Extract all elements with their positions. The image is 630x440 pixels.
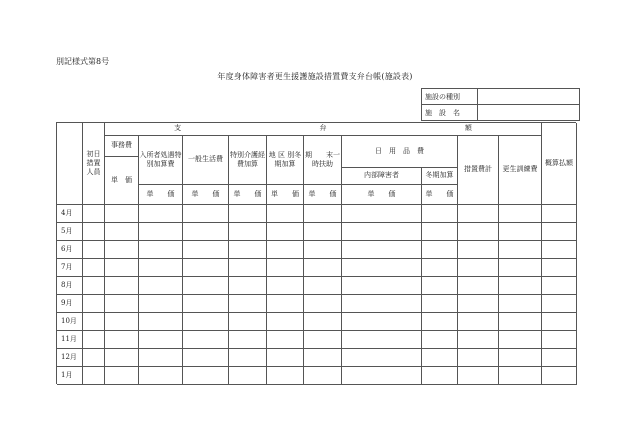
ledger-cell[interactable] xyxy=(83,349,105,367)
ledger-cell[interactable] xyxy=(342,277,422,295)
ledger-cell[interactable] xyxy=(542,331,577,349)
blank-corner-cell xyxy=(57,123,83,205)
ledger-cell[interactable] xyxy=(105,349,139,367)
ledger-cell[interactable] xyxy=(83,277,105,295)
month-label: 10月 xyxy=(57,313,83,331)
ledger-cell[interactable] xyxy=(267,259,304,277)
ledger-cell[interactable] xyxy=(304,349,342,367)
form-number: 別記様式第8号 xyxy=(56,57,110,66)
ledger-cell[interactable] xyxy=(229,331,267,349)
ledger-cell[interactable] xyxy=(267,223,304,241)
ledger-cell[interactable] xyxy=(183,313,229,331)
month-label: 5月 xyxy=(57,223,83,241)
ledger-cell[interactable] xyxy=(542,367,577,385)
ledger-cell[interactable] xyxy=(304,241,342,259)
ledger-cell[interactable] xyxy=(229,241,267,259)
ledger-cell[interactable] xyxy=(542,241,577,259)
ledger-cell[interactable] xyxy=(542,259,577,277)
ledger-cell[interactable] xyxy=(499,349,542,367)
ledger-cell[interactable] xyxy=(105,367,139,385)
ledger-cell[interactable] xyxy=(183,331,229,349)
facility-type-field[interactable] xyxy=(478,89,580,105)
ledger-cell[interactable] xyxy=(458,349,499,367)
ledger-cell[interactable] xyxy=(105,241,139,259)
ledger-cell[interactable] xyxy=(542,313,577,331)
ledger-cell[interactable] xyxy=(542,205,577,223)
ledger-cell[interactable] xyxy=(105,205,139,223)
ledger-cell[interactable] xyxy=(139,223,183,241)
ledger-cell[interactable] xyxy=(139,331,183,349)
ledger-cell[interactable] xyxy=(422,205,458,223)
facility-name-label: 施 設 名 xyxy=(422,105,478,121)
ledger-cell[interactable] xyxy=(458,331,499,349)
ledger-cell[interactable] xyxy=(267,241,304,259)
ledger-cell[interactable] xyxy=(139,313,183,331)
initial-personnel-header: 初日措置人員 xyxy=(83,123,105,205)
ledger-cell[interactable] xyxy=(499,295,542,313)
ledger-cell[interactable] xyxy=(458,259,499,277)
ledger-cell[interactable] xyxy=(229,367,267,385)
ledger-cell[interactable] xyxy=(139,241,183,259)
estimated-payment-header: 概算払額 xyxy=(542,123,577,205)
unit-price-col11: 単 価 xyxy=(422,185,458,205)
document-title: 年度身体障害者更生援護施設措置費支弁台帳(施設表) xyxy=(217,72,413,81)
ledger-cell[interactable] xyxy=(139,349,183,367)
ledger-cell[interactable] xyxy=(83,295,105,313)
facility-type-label: 施設の種別 xyxy=(422,89,478,105)
ledger-cell[interactable] xyxy=(267,331,304,349)
unit-price-col6: 単 価 xyxy=(229,185,267,205)
ledger-cell[interactable] xyxy=(342,241,422,259)
nyushosha-header: 入所者処遇特別加算費 xyxy=(139,136,183,185)
jimuhi-header: 事務費 xyxy=(105,136,139,157)
ledger-cell[interactable] xyxy=(139,205,183,223)
ledger-cell[interactable] xyxy=(304,277,342,295)
ledger-cell[interactable] xyxy=(267,349,304,367)
ledger-cell[interactable] xyxy=(139,367,183,385)
ledger-cell[interactable] xyxy=(458,205,499,223)
ledger-cell[interactable] xyxy=(458,223,499,241)
ledger-cell[interactable] xyxy=(183,277,229,295)
ledger-cell[interactable] xyxy=(342,223,422,241)
chiku-betsu-header: 地 区 別冬期加算 xyxy=(267,136,304,185)
ledger-cell[interactable] xyxy=(183,223,229,241)
ledger-cell[interactable] xyxy=(458,295,499,313)
jimuhi-unit-price: 単 価 xyxy=(105,157,139,205)
ledger-cell[interactable] xyxy=(499,241,542,259)
unit-price-col7: 単 価 xyxy=(267,185,304,205)
ledger-cell[interactable] xyxy=(499,331,542,349)
ledger-cell[interactable] xyxy=(83,205,105,223)
ledger-cell[interactable] xyxy=(229,295,267,313)
sochihi-kei-header: 措置費計 xyxy=(458,136,499,205)
ledger-cell[interactable] xyxy=(542,295,577,313)
ledger-cell[interactable] xyxy=(183,367,229,385)
ledger-cell[interactable] xyxy=(183,295,229,313)
ledger-cell[interactable] xyxy=(267,313,304,331)
ledger-cell[interactable] xyxy=(105,295,139,313)
ledger-cell[interactable] xyxy=(422,367,458,385)
ledger-grid xyxy=(56,122,576,384)
ledger-cell[interactable] xyxy=(342,349,422,367)
ledger-cell[interactable] xyxy=(422,241,458,259)
ledger-cell[interactable] xyxy=(83,223,105,241)
ledger-cell[interactable] xyxy=(183,241,229,259)
ledger-cell[interactable] xyxy=(342,367,422,385)
ledger-cell[interactable] xyxy=(499,205,542,223)
payment-amount-header: 支 弁 額 xyxy=(105,123,542,136)
ledger-cell[interactable] xyxy=(229,277,267,295)
ledger-cell[interactable] xyxy=(105,259,139,277)
ledger-cell[interactable] xyxy=(139,259,183,277)
month-label: 6月 xyxy=(57,241,83,259)
ledger-cell[interactable] xyxy=(304,205,342,223)
ledger-cell[interactable] xyxy=(342,313,422,331)
unit-price-col8: 単 価 xyxy=(304,185,342,205)
ledger-cell[interactable] xyxy=(105,331,139,349)
ledger-cell[interactable] xyxy=(83,367,105,385)
ledger-cell[interactable] xyxy=(422,313,458,331)
unit-price-col4: 単 価 xyxy=(139,185,183,205)
ledger-cell[interactable] xyxy=(499,367,542,385)
ledger-cell[interactable] xyxy=(422,295,458,313)
ledger-cell[interactable] xyxy=(422,277,458,295)
ledger-cell[interactable] xyxy=(342,295,422,313)
ledger-cell[interactable] xyxy=(422,259,458,277)
ledger-cell[interactable] xyxy=(229,223,267,241)
ledger-cell[interactable] xyxy=(83,259,105,277)
month-label: 12月 xyxy=(57,349,83,367)
ledger-cell[interactable] xyxy=(422,223,458,241)
ledger-cell[interactable] xyxy=(542,277,577,295)
kimatsu-header: 期 末一時扶助 xyxy=(304,136,342,185)
ledger-cell[interactable] xyxy=(422,349,458,367)
ledger-cell[interactable] xyxy=(542,349,577,367)
ledger-cell[interactable] xyxy=(229,313,267,331)
unit-price-col9: 単 価 xyxy=(342,185,422,205)
ledger-cell[interactable] xyxy=(183,205,229,223)
month-label: 7月 xyxy=(57,259,83,277)
ledger-cell[interactable] xyxy=(304,331,342,349)
naibu-shogaisha-header: 内部障害者 xyxy=(342,168,422,185)
ledger-cell[interactable] xyxy=(183,259,229,277)
ippan-seikatsuhi-header: 一般生活費 xyxy=(183,136,229,185)
month-label: 9月 xyxy=(57,295,83,313)
ledger-cell[interactable] xyxy=(342,259,422,277)
ledger-cell[interactable] xyxy=(304,259,342,277)
toki-kasan-header: 冬期加算 xyxy=(422,168,458,185)
ledger-cell[interactable] xyxy=(542,223,577,241)
ledger-cell[interactable] xyxy=(183,349,229,367)
ledger-cell[interactable] xyxy=(267,205,304,223)
kosei-kunren-header: 更生訓練費 xyxy=(499,136,542,205)
ledger-cell[interactable] xyxy=(304,367,342,385)
month-label: 1月 xyxy=(57,367,83,385)
ledger-cell[interactable] xyxy=(458,277,499,295)
ledger-cell[interactable] xyxy=(304,223,342,241)
ledger-cell[interactable] xyxy=(458,367,499,385)
tokubetsu-kaigo-header: 特別介護経費加算 xyxy=(229,136,267,185)
ledger-cell[interactable] xyxy=(139,277,183,295)
ledger-cell[interactable] xyxy=(139,295,183,313)
ledger-cell[interactable] xyxy=(105,277,139,295)
ledger-cell[interactable] xyxy=(229,349,267,367)
ledger-cell[interactable] xyxy=(105,223,139,241)
facility-info-table xyxy=(421,88,580,121)
facility-name-field[interactable] xyxy=(478,105,580,121)
month-label: 8月 xyxy=(57,277,83,295)
ledger-cell[interactable] xyxy=(342,331,422,349)
ledger-cell[interactable] xyxy=(422,331,458,349)
ledger-cell[interactable] xyxy=(229,205,267,223)
ledger-cell[interactable] xyxy=(83,313,105,331)
ledger-cell[interactable] xyxy=(499,223,542,241)
ledger-cell[interactable] xyxy=(267,367,304,385)
ledger-cell[interactable] xyxy=(499,313,542,331)
ledger-cell[interactable] xyxy=(105,313,139,331)
ledger-cell[interactable] xyxy=(83,241,105,259)
ledger-cell[interactable] xyxy=(342,205,422,223)
month-label: 4月 xyxy=(57,205,83,223)
ledger-cell[interactable] xyxy=(304,313,342,331)
ledger-cell[interactable] xyxy=(267,277,304,295)
month-label: 11月 xyxy=(57,331,83,349)
nichiyohin-header: 日 用 品 費 xyxy=(342,136,458,168)
ledger-cell[interactable] xyxy=(458,241,499,259)
ledger-cell[interactable] xyxy=(458,313,499,331)
ledger-cell[interactable] xyxy=(267,295,304,313)
ledger-cell[interactable] xyxy=(229,259,267,277)
ledger-cell[interactable] xyxy=(304,295,342,313)
ledger-cell[interactable] xyxy=(499,277,542,295)
unit-price-col5: 単 価 xyxy=(183,185,229,205)
ledger-cell[interactable] xyxy=(499,259,542,277)
ledger-cell[interactable] xyxy=(83,331,105,349)
